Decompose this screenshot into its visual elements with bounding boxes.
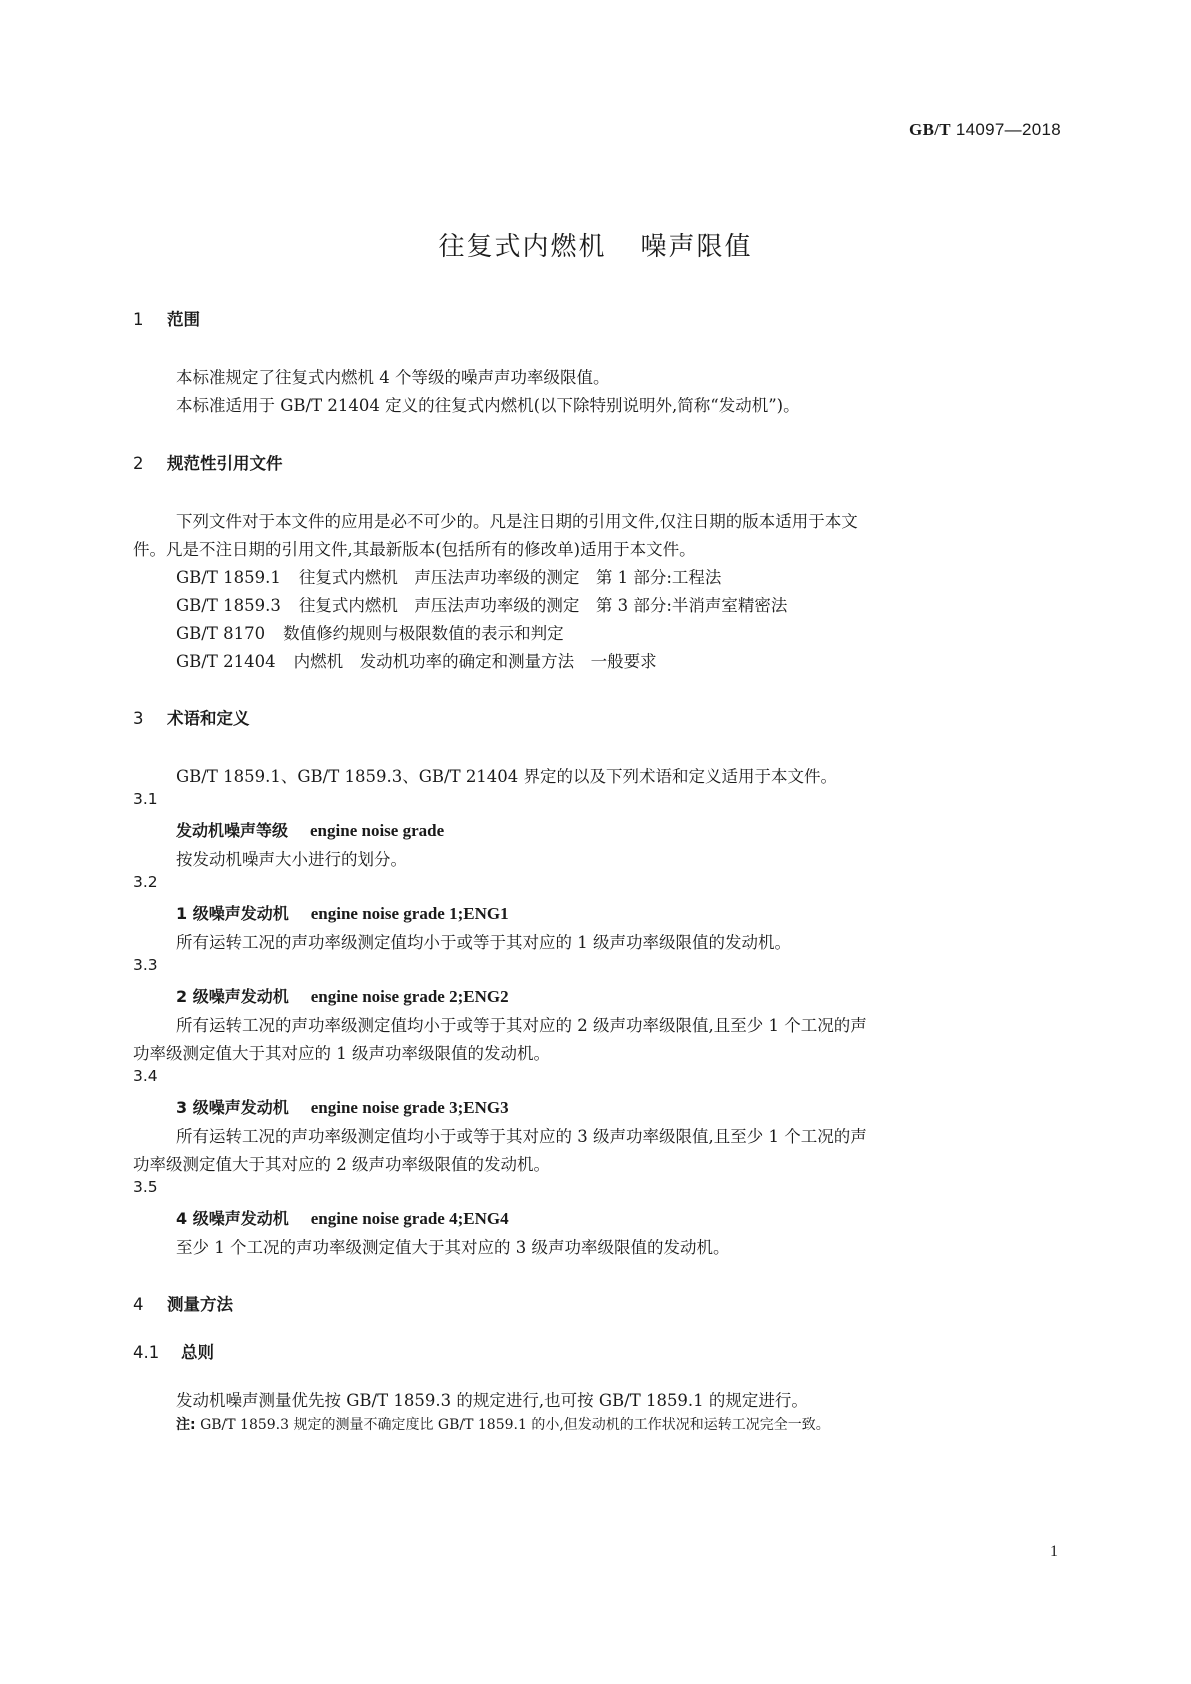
- term-heading: 发动机噪声等级 engine noise grade: [176, 821, 445, 840]
- note: [176, 1414, 830, 1434]
- section-2-paragraph-line-1: 下列文件对于本文件的应用是必不可少的。凡是注日期的引用文件,仅注日期的版本适用于本文: [176, 512, 858, 531]
- term-heading: 2 级噪声发动机 engine noise grade 2;ENG2: [176, 987, 509, 1006]
- section-3-heading: 3 术语和定义: [133, 709, 250, 728]
- clause-number: 3.2: [133, 873, 158, 891]
- section-2-heading: 2 规范性引用文件: [133, 454, 283, 473]
- note-text: GB/T 1859.3 规定的测量不确定度比 GB/T 1859.1 的小,但发动机的工作状况和运转工况完全一致。: [200, 1417, 830, 1433]
- clause-number: 3.5: [133, 1178, 158, 1196]
- document-title: [0, 226, 1191, 263]
- title-part-2: 噪声限值: [640, 232, 753, 262]
- page-number: 1: [1050, 1543, 1058, 1560]
- term-definition: 所有运转工况的声功率级测定值均小于或等于其对应的 3 级声功率级限值,且至少 1 个工况的声: [176, 1127, 867, 1146]
- clause-number: 3.3: [133, 956, 158, 974]
- reference-item: GB/T 21404 内燃机 发动机功率的确定和测量方法 一般要求: [176, 652, 657, 671]
- term-heading: 4 级噪声发动机 engine noise grade 4;ENG4: [176, 1209, 509, 1228]
- term-heading: 1 级噪声发动机 engine noise grade 1;ENG1: [176, 904, 509, 923]
- section-1-paragraph-1: 本标准规定了往复式内燃机 4 个等级的噪声声功率级限值。: [176, 368, 610, 387]
- section-1-heading: 1 范围: [133, 310, 200, 329]
- standard-code-number: 14097—2018: [955, 120, 1061, 139]
- section-4-1-heading: 4.1 总则: [133, 1343, 214, 1362]
- section-3-paragraph-1: GB/T 1859.1、GB/T 1859.3、GB/T 21404 界定的以及下列术语和定义适用于本文件。: [176, 767, 838, 786]
- term-definition-continued: 功率级测定值大于其对应的 2 级声功率级限值的发动机。: [133, 1155, 550, 1174]
- term-definition: 按发动机噪声大小进行的划分。: [176, 850, 407, 869]
- reference-item: GB/T 8170 数值修约规则与极限数值的表示和判定: [176, 624, 564, 643]
- term-definition: 至少 1 个工况的声功率级测定值大于其对应的 3 级声功率级限值的发动机。: [176, 1238, 730, 1257]
- standard-code-prefix: GB/T: [909, 120, 951, 139]
- clause-number: 3.4: [133, 1067, 158, 1085]
- clause-number: 3.1: [133, 790, 158, 808]
- section-4-1-paragraph: 发动机噪声测量优先按 GB/T 1859.3 的规定进行,也可按 GB/T 1859.1 的规定进行。: [176, 1391, 808, 1410]
- reference-item: GB/T 1859.3 往复式内燃机 声压法声功率级的测定 第 3 部分:半消声室精密法: [176, 596, 788, 615]
- term-definition: 所有运转工况的声功率级测定值均小于或等于其对应的 1 级声功率级限值的发动机。: [176, 933, 791, 952]
- term-heading: 3 级噪声发动机 engine noise grade 3;ENG3: [176, 1098, 509, 1117]
- standard-code: [909, 120, 1061, 140]
- note-label: 注:: [176, 1417, 196, 1433]
- term-definition: 所有运转工况的声功率级测定值均小于或等于其对应的 2 级声功率级限值,且至少 1 个工况的声: [176, 1016, 867, 1035]
- term-definition-continued: 功率级测定值大于其对应的 1 级声功率级限值的发动机。: [133, 1044, 550, 1063]
- section-1-paragraph-2: 本标准适用于 GB/T 21404 定义的往复式内燃机(以下除特别说明外,简称“发动机”)。: [176, 396, 800, 415]
- section-2-paragraph-line-2: 件。凡是不注日期的引用文件,其最新版本(包括所有的修改单)适用于本文件。: [133, 540, 696, 559]
- title-part-1: 往复式内燃机: [438, 232, 607, 262]
- section-4-heading: 4 测量方法: [133, 1295, 233, 1314]
- reference-item: GB/T 1859.1 往复式内燃机 声压法声功率级的测定 第 1 部分:工程法: [176, 568, 722, 587]
